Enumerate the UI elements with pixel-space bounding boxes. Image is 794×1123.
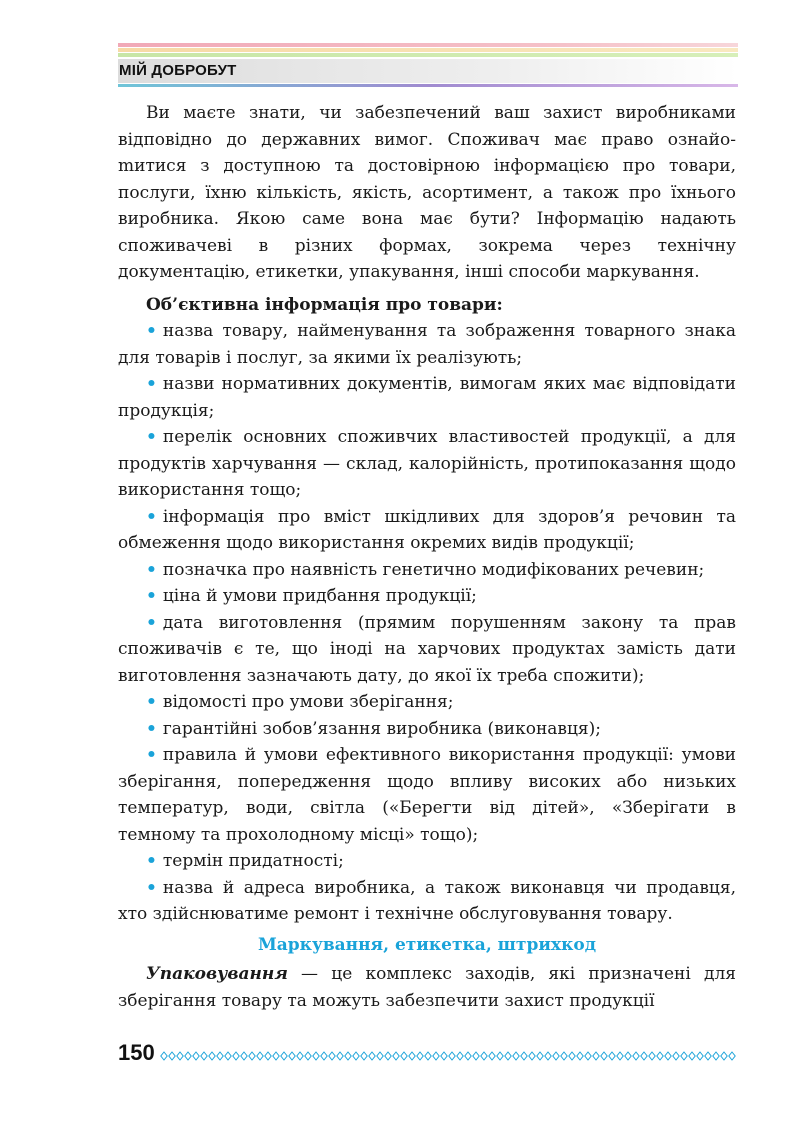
list-item xyxy=(118,504,736,557)
list-item xyxy=(118,318,736,371)
bullet-text: дата виготовлення (прямим порушенням закону та прав споживачів є те, що іноді на харчових продуктах замість дати виготовлення зазначають дату, до якої їх треба спожити); xyxy=(118,612,736,686)
bullet-text: позначка про наявність генетично модифікованих речевин; xyxy=(162,559,705,580)
page-content xyxy=(118,100,736,1014)
bullet-icon: • xyxy=(146,321,157,341)
list-item xyxy=(118,848,736,875)
page-number: 150 xyxy=(118,1040,155,1065)
header-stripe-green xyxy=(118,53,738,57)
definition-text: — це комплекс заходів, які призначені для зберігання товару та можуть забезпечити захист продукції xyxy=(118,964,736,1011)
bullet-icon: • xyxy=(146,718,157,739)
bullet-icon: • xyxy=(146,559,157,580)
bullet-icon: • xyxy=(146,877,157,898)
intro-paragraph: Ви маєте знати, чи забезпечений ваш захист виробниками відповідно до державних вимог. Споживач має право ознайоmитися з доступною та достовірною інформацією про товари, послуги, їхню кількість, якість, асортимент, а також про їхнього виробника. Якою саме вона має бути? Інформацію надають споживачеві в різних формах, зокрема через технічну документацію, етикетки, упакування, інші способи маркування. xyxy=(118,103,736,282)
bullet-text: термін придатності; xyxy=(162,851,344,871)
bullet-text: відомості про умови зберігання; xyxy=(162,692,454,712)
header-stripe-yellow xyxy=(118,48,738,52)
list-item xyxy=(118,610,736,690)
list-item xyxy=(118,689,736,716)
section-title: МІЙ ДОБРОБУТ xyxy=(119,62,237,79)
footer-diamond-ornament xyxy=(160,1050,736,1062)
bullet-text: ціна й умови придбання продукції; xyxy=(162,586,477,606)
bullet-icon: • xyxy=(146,586,157,606)
bullet-icon: • xyxy=(146,374,157,394)
bullet-icon: • xyxy=(146,692,157,712)
section-heading: Маркування, етикетка, штрихкод xyxy=(257,934,597,955)
bullet-icon: • xyxy=(146,427,157,447)
bullet-icon: • xyxy=(146,745,157,765)
info-bullet-list xyxy=(118,318,736,928)
list-item xyxy=(118,742,736,848)
list-item xyxy=(118,875,736,928)
bullet-text: гарантійні зобов’язання виробника (виконавця); xyxy=(162,718,602,739)
bullet-icon: • xyxy=(146,612,157,633)
bullet-icon: • xyxy=(146,851,157,871)
bullet-text: інформація про вміст шкідливих для здоров’я речовин та обмеження щодо використання окремих видів продукції; xyxy=(118,506,736,553)
bullet-text: назва товару, найменування та зображення товарного знака для товарів і послуг, за якими їх реалізують; xyxy=(118,321,736,368)
header-stripes xyxy=(118,43,738,57)
list-item xyxy=(118,371,736,424)
list-item xyxy=(118,557,736,584)
bullet-text: правила й умови ефективного використання продукції: умови зберігання, попередження щодо впливу високих або низьких температур, води, світла («Берегти від дітей», «Зберігати в темному та прохолодному місці» тощо); xyxy=(118,745,736,845)
bullet-text: назви нормативних документів, вимогам яких має відповідати продукція; xyxy=(118,374,736,421)
bullet-icon: • xyxy=(146,506,157,527)
list-item xyxy=(118,583,736,610)
definition-term: Упаковування xyxy=(146,964,288,984)
header-underline xyxy=(118,84,738,87)
header-stripe-pink xyxy=(118,43,738,47)
list-item xyxy=(118,716,736,743)
bullet-text: назва й адреса виробника, а також виконавця чи продавця, хто здійснюватиме ремонт і технічне обслуговування товару. xyxy=(118,877,736,924)
definition-paragraph xyxy=(118,961,736,1014)
bullet-text: перелік основних споживчих властивостей продукції, а для продуктів харчування — склад, калорійність, протипоказання щодо використання тощо; xyxy=(118,427,736,500)
list-item xyxy=(118,424,736,504)
list-heading: Об’єктивна інформація про товари: xyxy=(146,294,503,315)
